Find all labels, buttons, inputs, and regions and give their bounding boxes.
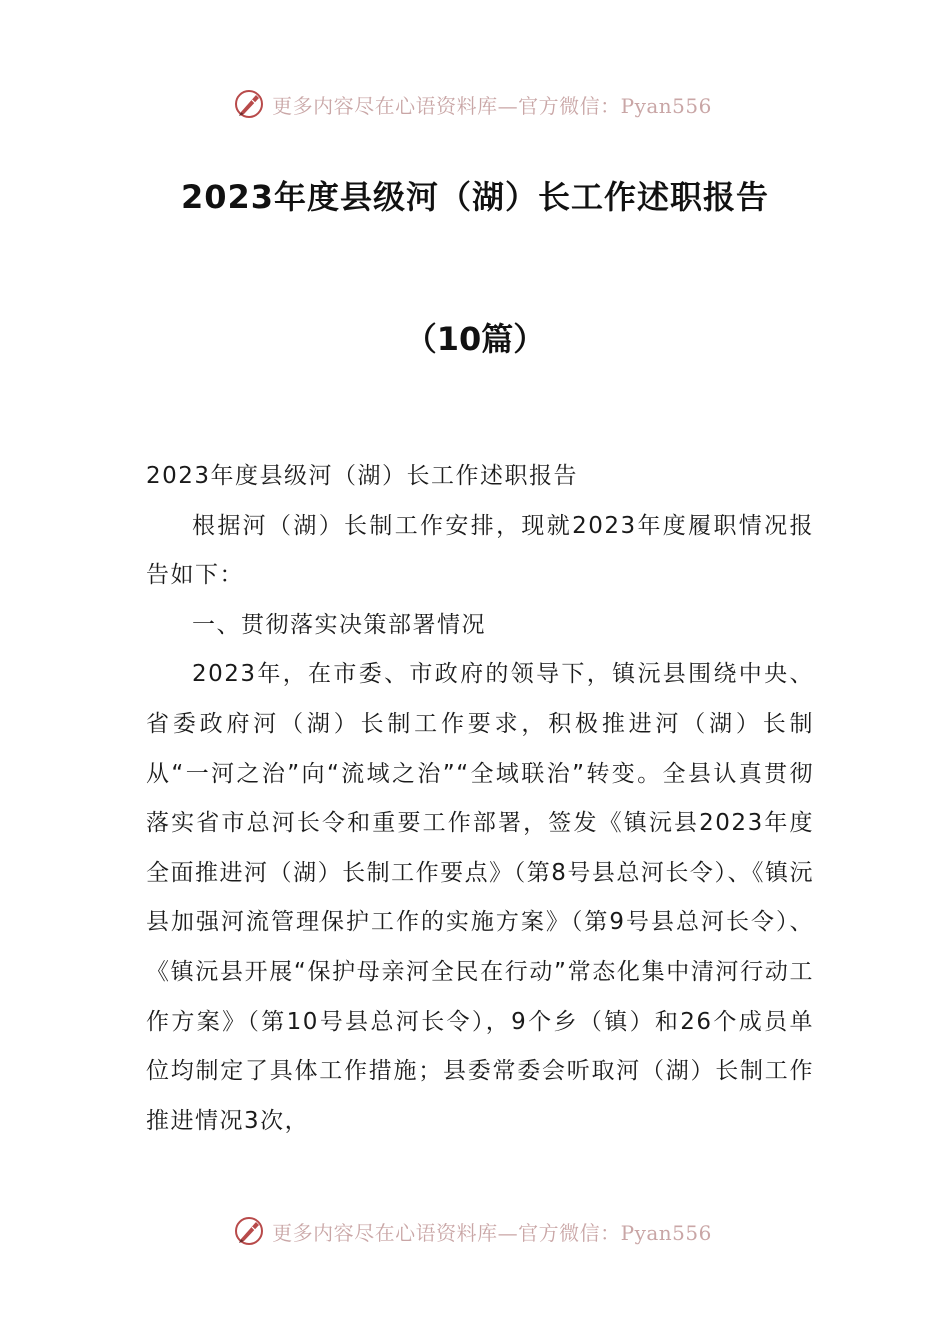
footer-watermark: [0, 1211, 950, 1251]
header-watermark: [0, 84, 950, 124]
body-heading: 2023年度县级河（湖）长工作述职报告: [146, 463, 579, 489]
watermark-text: 更多内容尽在心语资料库—官方微信：Pyan556: [272, 1220, 712, 1245]
watermark-group: [232, 87, 712, 121]
body-paragraph: 根据河（湖）长制工作安排，现就2023年度履职情况报告如下：: [146, 512, 814, 589]
watermark-group: [232, 1214, 712, 1248]
document-title: 2023年度县级河（湖）长工作述职报告: [180, 178, 770, 216]
pen-logo-icon: [232, 1214, 266, 1248]
body-paragraph: 2023年，在市委、市政府的领导下，镇沅县围绕中央、省委政府河（湖）长制工作要求，积极推进河（湖）长制从“一河之治”向“流域之治”“全域联治”转变。全县认真贯彻落实省市总河长令和重要工作部署，签发《镇沅县2023年度全面推进河（湖）长制工作要点》（第8号县总河长令）、《镇沅县加强河流管理保护工作的实施方案》（第9号县总河长令）、《镇沅县开展“保护母亲河全民在行动”常态化集中清河行动工作方案》（第10号县总河长令），9个乡（镇）和26个成员单位均制定了具体工作措施；县委常委会听取河（湖）长制工作推进情况3次，: [146, 661, 814, 1134]
watermark-text: 更多内容尽在心语资料库—官方微信：Pyan556: [272, 93, 712, 118]
document-body: [146, 452, 814, 1146]
section-heading: 一、贯彻落实决策部署情况: [192, 611, 486, 638]
document-subtitle: （10篇）: [404, 320, 546, 358]
pen-logo-icon: [232, 87, 266, 121]
